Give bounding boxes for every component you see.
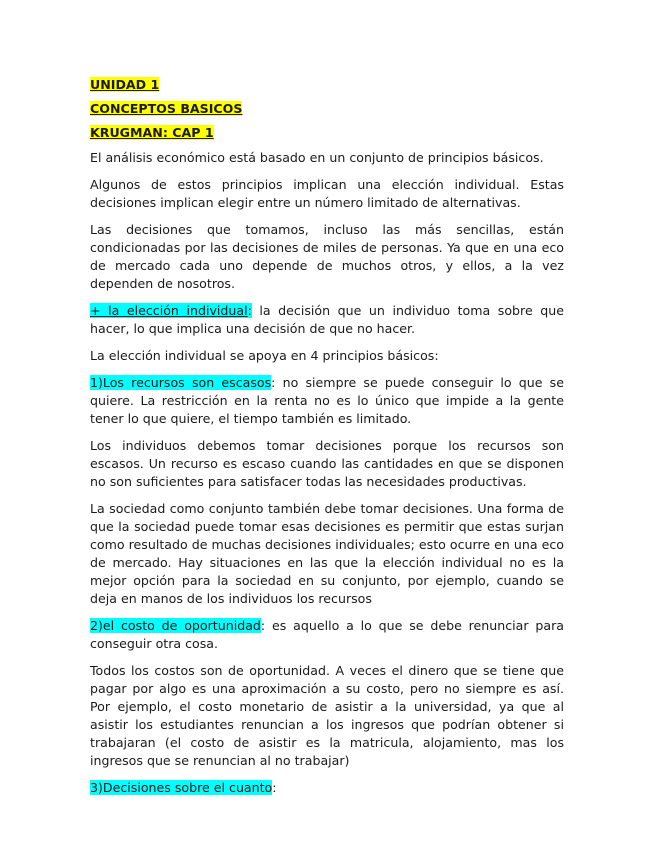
paragraph-eleccion-definicion xyxy=(90,302,564,338)
heading-unidad xyxy=(90,76,564,94)
paragraph-individuos: Los individuos debemos tomar decisiones porque los recursos son escasos. Un recurso es escaso cuando las cantidades en que se disponen no son suficientes para satisfacer todas las necesidades productivas. xyxy=(90,438,564,489)
heading-conceptos-text: CONCEPTOS BASICOS xyxy=(90,101,243,116)
paragraph-recursos-text: : no siempre se puede conseguir lo que se quiere. La restricción en la renta no es lo único que impide a la gente tener lo que quiere, el tiempo también es limitado. xyxy=(90,375,564,426)
paragraph-sociedad: La sociedad como conjunto también debe tomar decisiones. Una forma de que la sociedad puede tomar esas decisiones es permitir que estas surjan como resultado de muchas decisiones individuales; esto ocurre en una eco de mercado. Hay situaciones en las que la elección individual no es la mejor opción para la sociedad en su conjunto, por ejemplo, cuando se deja en manos de los individuos los recursos xyxy=(90,501,564,606)
paragraph-decisiones-cuanto xyxy=(90,779,564,797)
heading-unidad-text: UNIDAD 1 xyxy=(90,77,160,92)
highlight-decisiones-cuanto: 3)Decisiones sobre el cuanto xyxy=(90,780,273,795)
paragraph-costo-oportunidad xyxy=(90,617,564,653)
paragraph-eleccion-text: la decisión que un individuo toma sobre que hacer, lo que implica una decisión de que no hacer. xyxy=(90,303,564,336)
highlight-eleccion-individual: + la elección individual xyxy=(90,303,248,318)
paragraph-recursos-escasos xyxy=(90,374,564,428)
heading-krugman-text: KRUGMAN: CAP 1 xyxy=(90,125,214,140)
paragraph-eleccion-individual: Algunos de estos principios implican una elección individual. Estas decisiones implican elegir entre un número limitado de alternativas. xyxy=(90,177,564,210)
heading-conceptos xyxy=(90,100,564,118)
paragraph-intro: El análisis económico está basado en un conjunto de principios básicos. xyxy=(90,150,544,165)
document-page xyxy=(90,76,564,806)
highlight-colon: : xyxy=(247,303,252,318)
paragraph-cuanto-text: : xyxy=(272,780,277,795)
paragraph-costo-text: : es aquello a lo que se debe renunciar para conseguir otra cosa. xyxy=(90,618,564,651)
paragraph-costos: Todos los costos son de oportunidad. A veces el dinero que se tiene que pagar por algo es una aproximación a su costo, pero no siempre es así. Por ejemplo, el costo monetario de asistir a la universidad, ya que al asistir los estudiantes renuncian a los ingresos que podrían obtener si trabajaran (el costo de asistir es la matricula, alojamiento, mas los ingresos que se renuncian al no trabajar) xyxy=(90,663,564,768)
highlight-costo-oportunidad: 2)el costo de oportunidad xyxy=(90,618,261,633)
paragraph-principios: La elección individual se apoya en 4 principios básicos: xyxy=(90,348,439,363)
heading-krugman xyxy=(90,124,564,142)
highlight-recursos-escasos: 1)Los recursos son escasos xyxy=(90,375,272,390)
paragraph-decisiones: Las decisiones que tomamos, incluso las más sencillas, están condicionadas por las decisiones de miles de personas. Ya que en una eco de mercado cada uno depende de muchos otros, y ellos, a la vez dependen de nosotros. xyxy=(90,222,564,291)
